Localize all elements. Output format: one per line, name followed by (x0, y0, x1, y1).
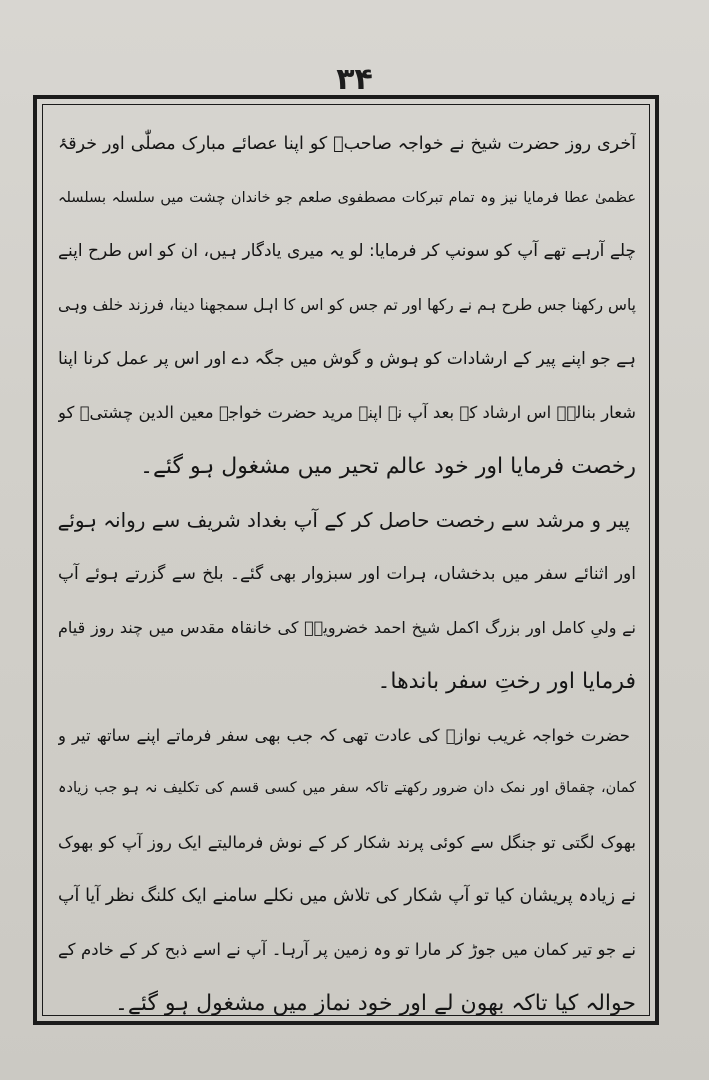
text-line: شعار بنالے۔ اس ارشاد کے بعد آپ نے اپنے مرید حضرت خواجہ معین الدین چشتیؒ کو (58, 403, 636, 423)
text-line: عظمیٰ عطا فرمایا نیز وہ تمام تبرکات مصطفوی صلعم جو خاندان چشت میں سلسلہ بسلسلہ (58, 189, 636, 206)
text-line: ہے جو اپنے پیر کے ارشادات کو ہوش و گوش میں جگہ دے اور اس پر عمل کرنا اپنا (58, 348, 636, 369)
text-line: نے ولیِ کامل اور بزرگ اکمل شیخ احمد خضرویہؒ کی خانقاہ مقدس میں چند روز قیام (58, 618, 636, 638)
text-line: حضرت خواجہ غریب نوازؒ کی عادت تھی کہ جب بھی سفر فرماتے اپنے ساتھ تیر و (58, 725, 630, 745)
text-line: پیر و مرشد سے رخصت حاصل کر کے آپ بغداد شریف سے روانہ ہوئے (58, 507, 630, 532)
page-number: ۳۴ (336, 62, 373, 97)
text-line: حوالہ کیا تاکہ بھون لے اور خود نماز میں مشغول ہو گئے۔ (115, 991, 636, 1016)
text-line: پاس رکھنا جس طرح ہم نے رکھا اور تم جس کو اس کا اہل سمجھنا دینا، فرزند خلف وہی (58, 296, 636, 315)
text-line: اور اثنائے سفر میں بدخشاں، ہرات اور سبزوار بھی گئے۔ بلخ سے گزرتے ہوئے آپ (58, 563, 636, 584)
text-line: نے زیادہ پریشان کیا تو آپ شکار کی تلاش میں نکلے سامنے ایک کلنگ نظر آیا آپ (58, 885, 636, 906)
urdu-text-body (58, 118, 636, 1031)
text-line: چلے آرہے تھے آپ کو سونپ کر فرمایا: لو یہ میری یادگار ہیں، ان کو اس طرح اپنے (58, 241, 636, 262)
text-line: کمان، چقماق اور نمک دان ضرور رکھتے تاکہ سفر میں کسی قسم کی تکلیف نہ ہو جب زیادہ (58, 780, 636, 797)
text-line: رخصت فرمایا اور خود عالم تحیر میں مشغول ہو گئے۔ (140, 454, 636, 480)
text-line: نے جو تیر کمان میں جوڑ کر مارا تو وہ زمین پر آرہا۔ آپ نے اسے ذبح کر کے خادم کے (58, 940, 636, 960)
text-line: آخری روز حضرت شیخ نے خواجہ صاحبؒ کو اپنا عصائے مبارک مصلّٰی اور خرقۂ (58, 134, 636, 154)
text-line: بھوک لگتی تو جنگل سے کوئی پرند شکار کر کے نوش فرمالیتے ایک روز آپ کو بھوک (58, 832, 636, 852)
text-line: فرمایا اور رختِ سفر باندھا۔ (377, 668, 636, 694)
